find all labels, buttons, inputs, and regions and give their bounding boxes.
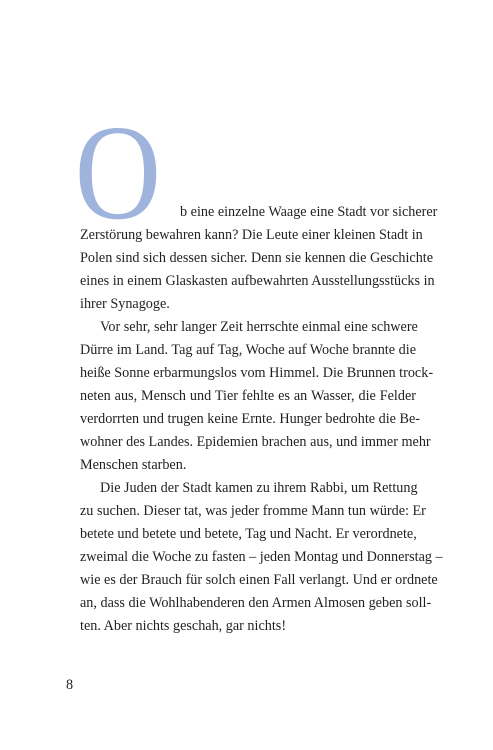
text-line: betete und betete und betete, Tag und Nacht. Er verordnete,	[80, 526, 417, 542]
text-line: verdorrten und trugen keine Ernte. Hunger bedrohte die Be-	[80, 411, 420, 427]
text-line: ihrer Synagoge.	[80, 296, 170, 312]
text-line: Dürre im Land. Tag auf Tag, Woche auf Woche brannte die	[80, 342, 416, 358]
paragraph-1	[80, 201, 438, 316]
text-line: Polen sind sich dessen sicher. Denn sie kennen die Geschichte	[80, 250, 434, 266]
text-line: neten aus, Mensch und Tier fehlte es an Wasser, die Felder	[80, 388, 416, 404]
text-line: wohner des Landes. Epidemien brachen aus, und immer mehr	[80, 434, 431, 450]
text-line: zu suchen. Dieser tat, was jeder fromme Mann tun würde: Er	[80, 503, 426, 519]
page-number: 8	[66, 677, 74, 693]
text-line: wie es der Brauch für solch einen Fall verlangt. Und er ordnete	[80, 572, 438, 588]
text-line: Zerstörung bewahren kann? Die Leute einer kleinen Stadt in	[80, 227, 423, 243]
text-line: an, dass die Wohlhabenderen den Armen Almosen geben soll-	[80, 595, 432, 611]
paragraph-3	[80, 477, 443, 638]
text-line: Die Juden der Stadt kamen zu ihrem Rabbi, um Rettung	[100, 480, 418, 496]
text-line: heiße Sonne erbarmungslos vom Himmel. Die Brunnen trock-	[80, 365, 434, 381]
text-line: Menschen starben.	[80, 457, 187, 473]
paragraph-2	[80, 316, 434, 477]
text-line: eines in einem Glaskasten aufbewahrten Ausstellungsstücks in	[80, 273, 435, 289]
text-line: b eine einzelne Waage eine Stadt vor sicherer	[180, 204, 438, 220]
text-line: zweimal die Woche zu fasten – jeden Montag und Donnerstag –	[80, 549, 443, 565]
text-line: ten. Aber nichts geschah, gar nichts!	[80, 618, 287, 634]
body-text	[80, 201, 443, 638]
drop-cap: O	[74, 98, 162, 248]
text-line: Vor sehr, sehr langer Zeit herrschte einmal eine schwere	[100, 319, 418, 335]
